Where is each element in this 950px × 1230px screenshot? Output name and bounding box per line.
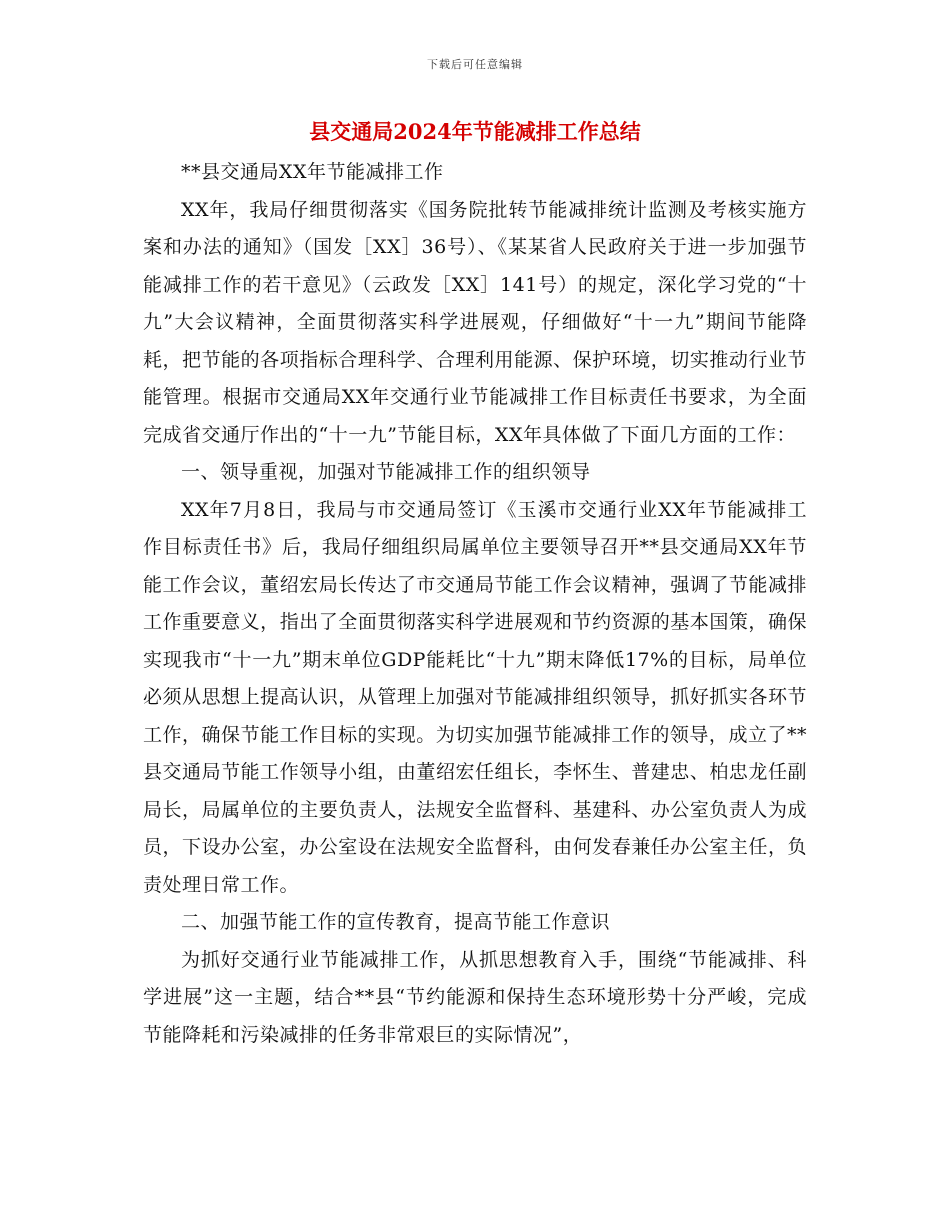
section-heading-1: 一、领导重视，加强对节能减排工作的组织领导 xyxy=(181,461,591,483)
paragraph-section-1: XX年7月8日，我局与市交通局签订《玉溪市交通行业XX年节能减排工作目标责任书》后，我局仔细组织局属单位主要领导召开**县交通局XX年节能工作会议，董绍宏局长传达了市交通局节能工作会议精神，强调了节能减排工作重要意义，指出了全面贯彻落实科学进展观和节约资源的基本国策，确保实现我市“十一九”期末单位GDP能耗比“十九”期末降低17%的目标，局单位必须从思想上提高认识，从管理上加强对节能减排组织领导，抓好抓实各环节工作，确保节能工作目标的实现。为切实加强节能减排工作的领导，成立了**县交通局节能工作领导小组，由董绍宏任组长，李怀生、普建忠、柏忠龙任副局长，局属单位的主要负责人，法规安全监督科、基建科、办公室负责人为成员，下设办公室，办公室设在法规安全监督科，由何发春兼任办公室主任，负责处理日常工作。 xyxy=(143,498,807,896)
paragraph-intro: XX年，我局仔细贯彻落实《国务院批转节能减排统计监测及考核实施方案和办法的通知》（国发［XX］36号）、《某某省人民政府关于进一步加强节能减排工作的若干意见》（云政发［XX］141号）的规定，深化学习党的“十九”大会议精神，全面贯彻落实科学进展观，仔细做好“十一九”期间节能降耗，把节能的各项指标合理科学、合理利用能源、保护环境，切实推动行业节能管理。根据市交通局XX年交通行业节能减排工作目标责任书要求，为全面完成省交通厅作出的“十一九”节能目标，XX年具体做了下面几方面的工作： xyxy=(143,198,807,446)
document-title: 县交通局2024年节能减排工作总结 xyxy=(309,119,641,144)
document-body xyxy=(143,154,807,1054)
paragraph-subtitle: **县交通局XX年节能减排工作 xyxy=(181,161,444,183)
section-heading-2: 二、加强节能工作的宣传教育，提高节能工作意识 xyxy=(181,911,611,933)
paragraph-section-2: 为抓好交通行业节能减排工作，从抓思想教育入手，围绕“节能减排、科学进展”这一主题，结合**县“节约能源和保持生态环境形势十分严峻，完成节能降耗和污染减排的任务非常艰巨的实际情况”， xyxy=(143,948,807,1046)
page-header: 下载后可任意编辑 xyxy=(427,58,523,71)
